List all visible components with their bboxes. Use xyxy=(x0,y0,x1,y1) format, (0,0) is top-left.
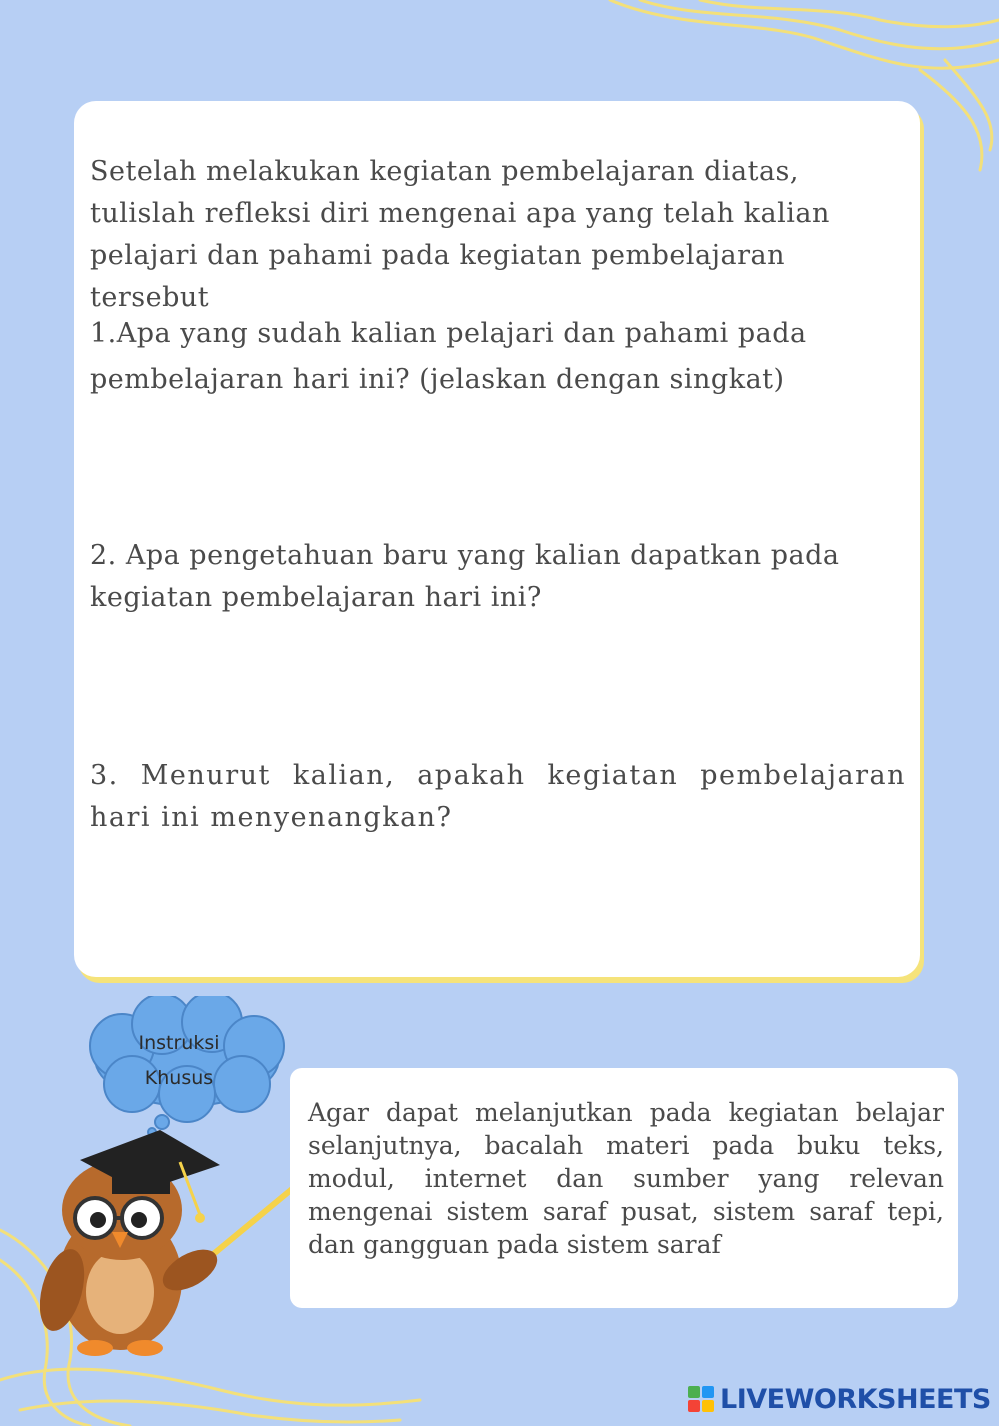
question-1: 1.Apa yang sudah kalian pelajari dan pahami pada pembelajaran hari ini? (jelaskan dengan singkat) xyxy=(90,318,807,395)
owl-teacher-icon xyxy=(40,1120,330,1360)
answer-1-field[interactable] xyxy=(90,411,910,535)
liveworksheets-logo-icon xyxy=(688,1386,714,1412)
intro-text: Setelah melakukan kegiatan pembelajaran diatas, tulislah refleksi diri mengenai apa yang telah kalian pelajari dan pahami pada kegiatan pembelajaran tersebut xyxy=(90,156,830,313)
brand-text: LIVEWORKSHEETS xyxy=(720,1383,991,1415)
bubble-line-1: Instruksi xyxy=(138,1032,220,1054)
question-2: 2. Apa pengetahuan baru yang kalian dapatkan pada kegiatan pembelajaran hari ini? xyxy=(90,540,840,613)
liveworksheets-brand[interactable] xyxy=(688,1382,991,1416)
bubble-label xyxy=(104,1026,254,1096)
answer-3-field[interactable] xyxy=(90,845,910,969)
bubble-line-2: Khusus xyxy=(144,1067,214,1089)
reflection-card xyxy=(74,101,920,977)
answer-2-field[interactable] xyxy=(90,625,910,749)
instruction-text: Agar dapat melanjutkan pada kegiatan belajar selanjutnya, bacalah materi pada buku teks, modul, internet dan sumber yang relevan mengenai sistem saraf pusat, sistem saraf tepi, dan gangguan pada sistem saraf xyxy=(308,1098,944,1259)
question-3: 3. Menurut kalian, apakah kegiatan pembelajaran hari ini menyenangkan? xyxy=(90,760,906,833)
instruction-card xyxy=(290,1068,958,1308)
